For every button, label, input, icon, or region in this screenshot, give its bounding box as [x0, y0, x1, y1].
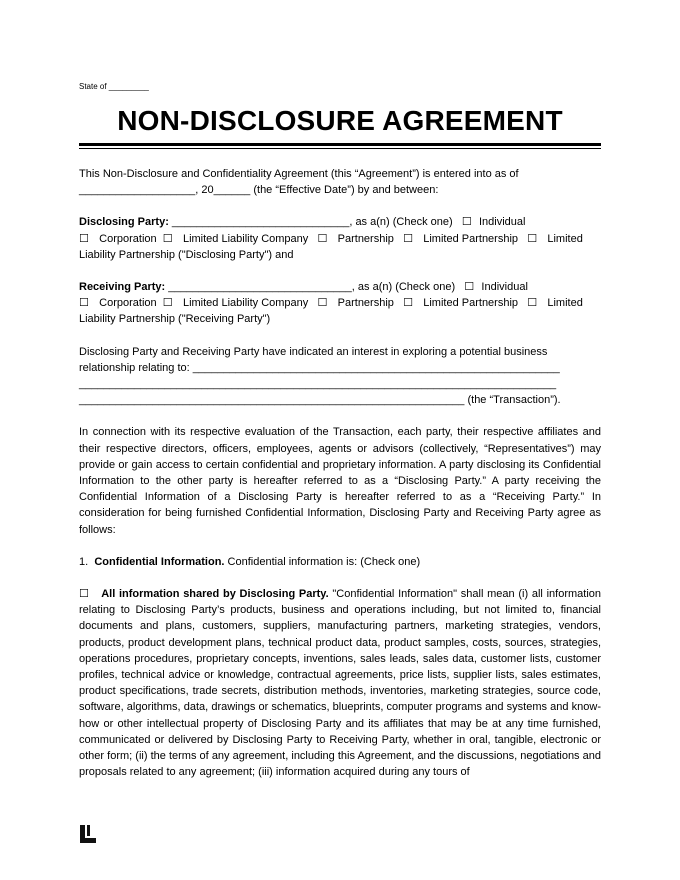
document-body [79, 166, 601, 781]
checkbox-icon[interactable]: ☐ [317, 297, 328, 310]
checkbox-icon[interactable]: ☐ [527, 232, 538, 245]
checkbox-icon[interactable]: ☐ [527, 297, 538, 310]
option-all-text: "Confidential Information" shall mean (i) all information relating to Disclosing Party’s products, business and operations including, but not limited to, financial documents and plans, customers, suppliers, manufacturing partners, marketing strategies, vendors, products, product development plans, technical product data, product samples, costs, sources, strategies, operations procedures, proprietary concepts, inventions, sales leads, sales data, customer lists, customer profiles, technical advice or knowledge, contractual agreements, price lists, supplier lists, sales estimates, product specifications, trade secrets, distribution methods, inventories, marketing strategies, source code, software, algorithms, data, drawings or schematics, blueprints, computer programs and systems and know-how or other intellectual property of Disclosing Party and its affiliates that may be at any time furnished, communicated or delivered by Disclosing Party to Receiving Party, whether in oral, tangible, electronic or other form; (ii) the terms of any agreement, including this Agreement, and the discussions, negotiations and proposals related to any agreement; (iii) information acquired during any tours of [79, 588, 601, 779]
option-all-heading: All information shared by Disclosing Party. [101, 588, 329, 601]
title-rule [79, 143, 601, 149]
checkbox-icon[interactable]: ☐ [464, 281, 475, 294]
interest-line-3[interactable]: ______________________________________________________________________________ [79, 378, 557, 391]
disclosing-option-llp: Limited [547, 232, 583, 245]
receiving-option-llp: Limited [547, 297, 583, 310]
disclosing-option-individual: Individual [478, 216, 526, 229]
checkbox-icon[interactable]: ☐ [317, 232, 328, 245]
disclosing-options-line-2: Liability Partnership ("Disclosing Party") and [79, 248, 294, 261]
page-title: NON-DISCLOSURE AGREEMENT [117, 105, 563, 136]
receiving-party-blank[interactable]: ______________________________, as a(n) (Check one) [165, 281, 456, 294]
title-rule-thin [79, 148, 601, 149]
section-1-heading [79, 554, 601, 570]
checkbox-icon[interactable]: ☐ [403, 232, 413, 245]
section-1-text: Confidential information is: (Check one) [224, 555, 421, 568]
disclosing-party-label: Disclosing Party: [79, 216, 169, 229]
disclosing-party-blank[interactable]: _____________________________, as a(n) (Check one) [168, 216, 453, 229]
checkbox-icon[interactable]: ☐ [162, 232, 173, 245]
checkbox-icon[interactable]: ☐ [79, 588, 89, 601]
section-1-title: Confidential Information. [94, 555, 225, 568]
law-logo-icon [79, 825, 97, 843]
checkbox-icon[interactable]: ☐ [461, 216, 472, 229]
section-1-number: 1. [79, 555, 89, 568]
receiving-option-llc: Limited Liability Company [182, 297, 309, 310]
receiving-option-corporation: Corporation [99, 297, 157, 310]
disclosing-options-line [79, 231, 601, 247]
interest-line-1: Disclosing Party and Receiving Party have indicated an interest in exploring a potential business [79, 345, 548, 358]
checkbox-icon[interactable]: ☐ [162, 297, 173, 310]
receiving-option-partnership: Partnership [337, 297, 394, 310]
checkbox-icon[interactable]: ☐ [403, 297, 413, 310]
receiving-options-line [79, 295, 601, 311]
interest-line-4[interactable]: _______________________________________________________________ (the “Transaction”). [79, 394, 561, 407]
disclosing-option-corporation: Corporation [99, 232, 157, 245]
option-all-information [79, 586, 601, 780]
state-line: State of _________ [79, 82, 149, 91]
receiving-options-line-2: Liability Partnership ("Receiving Party") [79, 313, 271, 326]
intro-line-2: ___________________, 20______ (the “Effective Date”) by and between: [79, 184, 439, 197]
checkbox-icon[interactable]: ☐ [79, 232, 89, 245]
title-rule-thick [79, 143, 601, 146]
intro-line-1: This Non-Disclosure and Confidentiality Agreement (this “Agreement”) is entered into as of [79, 168, 519, 180]
checkbox-icon[interactable]: ☐ [79, 297, 89, 310]
receiving-party-label: Receiving Party: [79, 281, 166, 294]
disclosing-party-line [79, 214, 601, 230]
connection-paragraph: In connection with its respective evaluation of the Transaction, each party, their respective affiliates and their respective directors, officers, employees, agents or advisors (collectively, “Representatives”) may provide or gain access to certain confidential and proprietary information. A party disclosing its Confidential Information to the other party is hereafter referred to as a “Disclosing Party.” A party receiving the Confidential Information of a Disclosing Party is hereafter referred to as a “Receiving Party.” In consideration for being furnished Confidential Information, Disclosing Party and Receiving Party agree as follows: [79, 426, 601, 536]
disclosing-option-lp: Limited Partnership [423, 232, 519, 245]
receiving-option-individual: Individual [481, 281, 528, 294]
receiving-option-lp: Limited Partnership [423, 297, 519, 310]
receiving-party-line [79, 279, 601, 295]
disclosing-option-partnership: Partnership [337, 232, 394, 245]
disclosing-option-llc: Limited Liability Company [182, 232, 309, 245]
interest-line-2[interactable]: relationship relating to: ____________________________________________________________ [79, 361, 560, 374]
